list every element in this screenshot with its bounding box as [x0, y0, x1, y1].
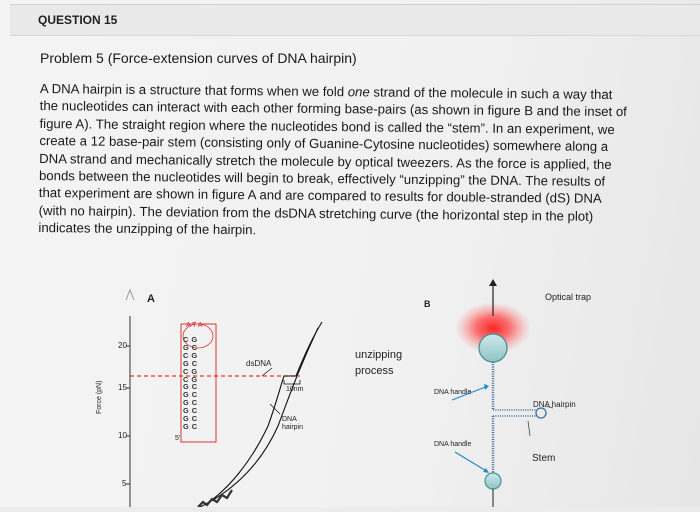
base-pair: G C [183, 342, 198, 352]
ytick-15: 15 [118, 383, 127, 392]
base-pair: G C [183, 421, 198, 431]
base-pair: G C [183, 358, 198, 368]
ytick-10: 10 [118, 431, 127, 440]
step-length-label: 10nm [286, 386, 304, 393]
figure [0, 276, 700, 507]
step-bracket [284, 380, 300, 384]
base-pair: G C [183, 414, 198, 424]
problem-title: Problem 5 (Force-extension curves of DNA hairpin) [40, 50, 357, 66]
top-bead [479, 334, 507, 362]
inset-loop-bases [186, 322, 203, 329]
base-pair: C G [183, 366, 198, 376]
force-axis [126, 290, 134, 507]
base-pair: G C [183, 382, 198, 392]
optical-trap-label: Optical trap [545, 292, 592, 302]
unzipping-label [355, 347, 402, 379]
emphasis-word: one [347, 84, 370, 100]
base-pair: C G [183, 374, 198, 384]
problem-paragraph: A DNA hairpin is a structure that forms when we fold one strand of the molecule in such a way that the nucleotides can interact with each other forming base-pairs (as shown in figure B and the inset of figure A). The straight region where the nucleotides bond is called the “stem”. In an experiment, we create a 12 base-pair stem (consisting only of Guanine-Cytosine nucleotides) somewhere along a DNA strand and mechanically stretch the molecule by optical tweezers. As the force is applied, the bonds between the nucleotides will begin to break, effectively “unzipping” the DNA. The results of that experiment are shown in figure A and are compared to results for double-stranded (dS) DNA (with no hairpin). The deviation from the dsDNA stretching curve (the horizontal step in the plot) indicates the unzipping of the hairpin. [38, 80, 627, 238]
problem-description [38, 80, 628, 243]
unzipping-label-line1: unzipping [355, 349, 403, 361]
panel-a-label: A [147, 293, 155, 305]
dsdna-label: dsDNA [246, 359, 272, 368]
unzipping-label-line2: process [355, 365, 394, 377]
panel-b-label: B [424, 299, 431, 309]
dna-handle-bottom-label: DNA handle [434, 441, 472, 448]
inset-base-pairs [183, 336, 198, 431]
base-pair: G C [183, 406, 198, 416]
dna-hairpin-label: DNA hairpin [533, 400, 576, 409]
base-pair: C G [183, 350, 198, 360]
force-axis-label: Force (pN) [96, 380, 103, 414]
handle-pointer-bottom [455, 452, 488, 472]
dna-handle-top-label: DNA handle [434, 389, 472, 396]
question-title: QUESTION 15 [38, 13, 118, 27]
loop-base-1: A [186, 322, 191, 329]
base-pair: G C [183, 398, 198, 408]
ytick-20: 20 [118, 341, 127, 350]
hairpin-curve [205, 322, 322, 505]
loop-base-2: T [192, 322, 197, 329]
loop-base-3: A [197, 322, 203, 329]
hairpin-curve-label-line2: hairpin [282, 424, 304, 431]
figure-graphics [0, 276, 700, 507]
bottom-bead [485, 473, 501, 489]
base-pair: G C [183, 390, 198, 400]
ytick-5: 5 [122, 479, 127, 488]
stem-label: Stem [532, 453, 556, 464]
hairpin-curve-label-line1: DNA [282, 416, 297, 423]
base-pair: C G [183, 335, 198, 344]
hairpin-curve-label [282, 416, 303, 432]
inset-5prime: 5' [175, 435, 181, 442]
hairpin-loop-b [536, 408, 546, 418]
